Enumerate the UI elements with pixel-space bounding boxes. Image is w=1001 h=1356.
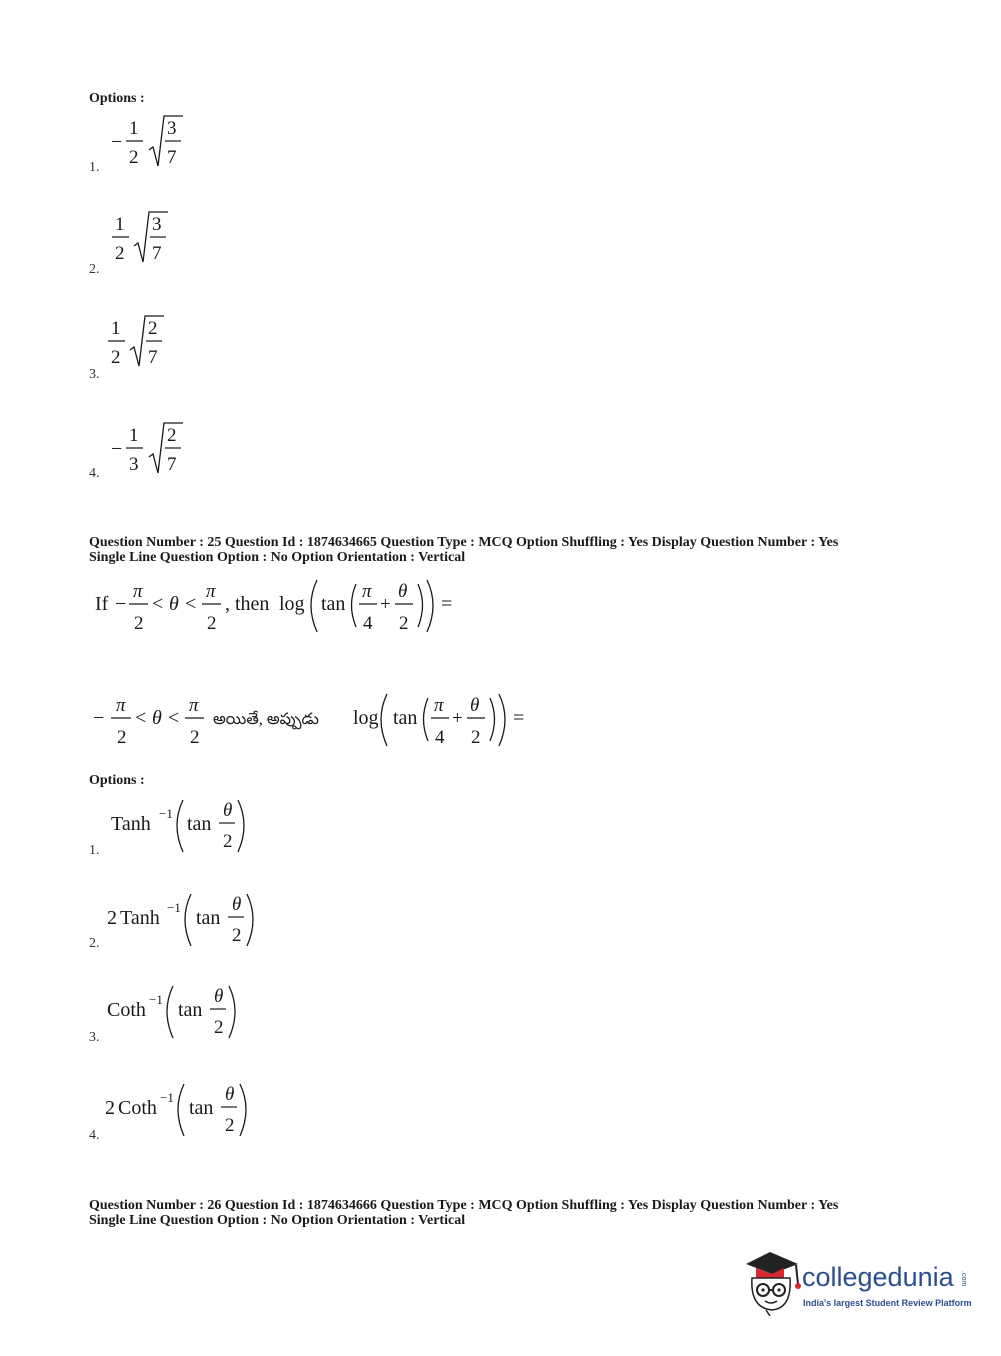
svg-text:1: 1 (129, 425, 139, 446)
option-number: 1. (89, 843, 100, 858)
svg-text:7: 7 (148, 347, 158, 368)
svg-text:π: π (434, 695, 444, 716)
svg-text:, then: , then (225, 593, 270, 615)
svg-text:θ: θ (214, 986, 224, 1007)
svg-text:<: < (185, 593, 197, 615)
svg-text:1: 1 (129, 118, 139, 139)
svg-text:2: 2 (129, 147, 139, 168)
svg-text:θ: θ (232, 894, 242, 915)
svg-text:2: 2 (134, 613, 144, 634)
question-text-telugu (89, 688, 549, 750)
q24-option-4[interactable] (89, 419, 289, 489)
option-number: 4. (89, 466, 100, 481)
svg-text:tan: tan (189, 1097, 214, 1119)
option-math (107, 112, 217, 172)
collegedunia-logo[interactable] (740, 1246, 980, 1318)
svg-text:π: π (189, 695, 199, 716)
option-math (107, 796, 327, 856)
brand-name: collegedunia (802, 1262, 954, 1292)
svg-text:−: − (115, 593, 127, 615)
svg-text:3: 3 (152, 214, 162, 235)
option-number: 1. (89, 160, 100, 175)
svg-text:π: π (206, 581, 216, 602)
svg-text:=: = (441, 593, 453, 615)
svg-text:7: 7 (167, 454, 177, 475)
svg-text:log: log (279, 593, 305, 615)
svg-text:If: If (95, 593, 109, 615)
svg-text:2: 2 (111, 347, 121, 368)
option-math (107, 208, 217, 268)
svg-text:log: log (353, 707, 379, 729)
svg-text:4: 4 (363, 613, 373, 634)
svg-text:2: 2 (117, 727, 127, 748)
question-meta: Question Number : 26 Question Id : 1874634666 Question Type : MCQ Option Shuffling : Yes Display Question Number : Yes Single Line Question Option : No Option Orientation : Vertical (89, 1198, 839, 1228)
svg-text:tan: tan (393, 707, 418, 729)
svg-text:2: 2 (214, 1017, 224, 1038)
q24-option-2[interactable] (89, 208, 289, 278)
svg-text:2: 2 (223, 831, 233, 852)
svg-text:2: 2 (167, 425, 177, 446)
svg-text:−: − (111, 438, 123, 460)
svg-text:−1: −1 (167, 900, 181, 915)
svg-text:<: < (168, 707, 180, 729)
option-math (103, 890, 323, 950)
svg-text:π: π (116, 695, 126, 716)
svg-text:tan: tan (321, 593, 346, 615)
svg-text:2: 2 (225, 1115, 235, 1136)
svg-text:Tanh: Tanh (120, 907, 160, 929)
option-math (103, 312, 213, 372)
svg-text:7: 7 (167, 147, 177, 168)
svg-text:+: + (380, 594, 391, 615)
option-math (101, 1080, 321, 1140)
brand-suffix: .com (960, 1271, 967, 1287)
svg-text:1: 1 (111, 318, 121, 339)
question-meta: Question Number : 25 Question Id : 1874634665 Question Type : MCQ Option Shuffling : Yes Display Question Number : Yes Single Line Question Option : No Option Orientation : Vertical (89, 535, 839, 565)
svg-text:θ: θ (225, 1084, 235, 1105)
svg-text:2: 2 (107, 907, 117, 929)
q25-option-4[interactable] (89, 1080, 329, 1146)
q25-option-3[interactable] (89, 982, 329, 1048)
q25-option-1[interactable] (89, 796, 329, 862)
svg-text:tan: tan (187, 813, 212, 835)
svg-text:<: < (135, 707, 147, 729)
svg-text:θ: θ (169, 593, 179, 615)
svg-text:θ: θ (223, 800, 233, 821)
question-text-english (89, 576, 489, 636)
svg-text:2: 2 (232, 925, 242, 946)
option-math (107, 419, 217, 479)
option-number: 2. (89, 936, 100, 951)
svg-text:tan: tan (178, 999, 203, 1021)
svg-text:Coth: Coth (107, 999, 146, 1021)
mascot-icon (740, 1248, 802, 1316)
svg-text:2: 2 (190, 727, 200, 748)
option-number: 3. (89, 1030, 100, 1045)
svg-text:2: 2 (148, 318, 158, 339)
svg-text:2: 2 (399, 613, 409, 634)
svg-text:θ: θ (470, 695, 480, 716)
svg-text:3: 3 (129, 454, 139, 475)
svg-text:2: 2 (207, 613, 217, 634)
svg-text:2: 2 (105, 1097, 115, 1119)
brand-tagline: India's largest Student Review Platform (803, 1298, 972, 1308)
svg-text:అయితే, అప్పుడు: అయితే, అప్పుడు (213, 711, 319, 728)
option-math (103, 982, 323, 1042)
q24-option-1[interactable] (89, 112, 289, 182)
svg-text:tan: tan (196, 907, 221, 929)
svg-text:Tanh: Tanh (111, 813, 151, 835)
options-label: Options : (89, 91, 145, 106)
svg-text:−: − (93, 707, 105, 729)
svg-text:=: = (513, 707, 525, 729)
svg-text:π: π (133, 581, 143, 602)
svg-text:7: 7 (152, 243, 162, 264)
svg-text:Coth: Coth (118, 1097, 157, 1119)
svg-text:3: 3 (167, 118, 177, 139)
option-number: 4. (89, 1128, 100, 1143)
svg-text:θ: θ (152, 707, 162, 729)
svg-text:−1: −1 (160, 1090, 174, 1105)
svg-text:4: 4 (435, 727, 445, 748)
svg-text:−1: −1 (159, 806, 173, 821)
options-label: Options : (89, 773, 145, 788)
svg-text:θ: θ (398, 581, 408, 602)
svg-text:−1: −1 (149, 992, 163, 1007)
svg-text:+: + (452, 708, 463, 729)
option-number: 3. (89, 367, 100, 382)
svg-text:2: 2 (115, 243, 125, 264)
svg-text:2: 2 (471, 727, 481, 748)
svg-text:π: π (362, 581, 372, 602)
q25-option-2[interactable] (89, 890, 329, 956)
q24-option-3[interactable] (89, 312, 289, 382)
svg-text:<: < (152, 593, 164, 615)
svg-text:−: − (111, 131, 123, 153)
svg-text:1: 1 (115, 214, 125, 235)
option-number: 2. (89, 262, 100, 277)
